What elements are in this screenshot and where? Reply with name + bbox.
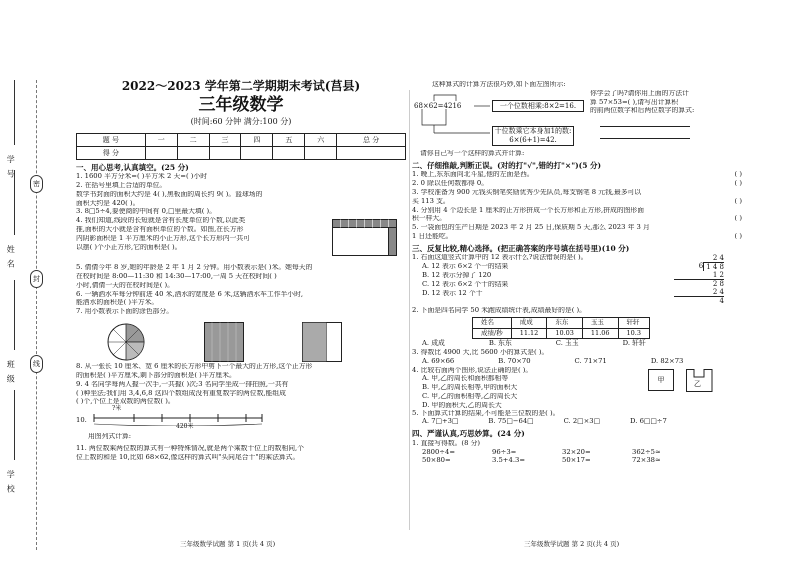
score-cell[interactable] [337, 146, 406, 159]
method-intro: 这种算式的计算方法很巧妙,如下面左图所示: [432, 81, 566, 88]
division-step: 1 2 [674, 271, 724, 280]
division-step: 2 4 [674, 288, 724, 297]
tens-rule-box [492, 126, 574, 146]
judge-answer[interactable]: ( ) [734, 232, 742, 240]
table-cell: 11.12 [511, 328, 547, 338]
judge-row [412, 197, 742, 206]
page-2-footer: 三年级数学试题 第 2 页(共 4 页) [524, 540, 620, 548]
choice-option: D. 轩轩 [622, 339, 646, 348]
right-page [412, 80, 742, 465]
ones-rule-box: 一个位数相乘:8×2=16. [492, 100, 584, 112]
score-cell[interactable] [145, 146, 177, 159]
score-table [76, 133, 406, 160]
calc-item: 2800÷4= [422, 447, 456, 456]
question-2-line: 数学书封面的面积大约是 4( ),黑板面的周长约 9( )。篮球场的 [76, 190, 263, 198]
calc-instruction: 1. 直接写得数。(8 分) [412, 439, 481, 447]
partly-shaded-square-figure [302, 322, 342, 362]
practice-line: 的前两位数字和后两位数字的算式: [590, 107, 695, 115]
question-8-line: 的面积是( )平方厘米,剩下部分的面积是( )平方厘米。 [76, 371, 236, 379]
judge-row [412, 179, 742, 188]
subject-title: 三年级数学 [198, 94, 284, 115]
score-header-cell: 五 [273, 133, 305, 146]
score-cell[interactable] [177, 146, 209, 159]
exam-title: 2022～2023 学年第二学期期末考试(莒县) [121, 79, 361, 93]
score-cell[interactable] [241, 146, 273, 159]
score-cell[interactable] [305, 146, 337, 159]
section-4-heading: 四、严谨认真,巧思妙算。(24 分) [412, 429, 525, 439]
page-divider [409, 90, 410, 530]
score-header-cell: 六 [305, 133, 337, 146]
table-cell: 11.06 [582, 328, 618, 338]
method-diagram [412, 89, 742, 149]
division-quotient: 2 4 [712, 254, 724, 263]
judge-answer[interactable]: ( ) [734, 197, 742, 205]
section-1-heading: 一、用心思考,认真填空。(25 分) [76, 162, 189, 172]
choice-2-options [412, 340, 742, 348]
score-header-cell: 题 号 [77, 133, 146, 146]
question-4-block [76, 217, 406, 263]
calc-item: 3.5+4.3= [492, 456, 526, 465]
score-header-cell: 总 分 [337, 133, 406, 146]
table-header: 玉玉 [582, 318, 618, 328]
judge-answer[interactable]: ( ) [734, 215, 742, 223]
method-calc: 68×62=4216 [414, 101, 462, 110]
answer-blank[interactable] [600, 115, 690, 127]
choice-option: A. 7□+3□ [422, 417, 459, 426]
question-11-line: 11. 两位数乘两位数的算式有一种特殊情况,就是两个乘数十位上的数相同,个 [76, 444, 304, 452]
choice-2: 2. 下面是四名同学 50 米跑成绩统计表,成绩最好的是( )。 [412, 307, 586, 315]
seal-feng: 封 [30, 270, 43, 288]
question-4-line: 内阴影面积是 1 平方厘米的小正方形,这个长方形内一共可 [76, 234, 250, 242]
question-5-line: 在校时间是 8:00—11:30 和 14:30—17:00,一周 5 天在校时间( ) [76, 273, 277, 281]
table-cell: 10.03 [547, 328, 583, 338]
school-blank [14, 390, 15, 460]
segment-top-label: ?米 [112, 405, 122, 413]
score-cell[interactable] [273, 146, 305, 159]
practice-line: 你学会了吗?请你用上面的方法计 [590, 89, 689, 97]
seal-xian: 线 [30, 355, 43, 373]
id-label: 学 号 [6, 155, 16, 180]
tens-rule-line: 十位数乘它本身加1的数: [494, 126, 572, 135]
question-6-line: 6. 一辆洒水车每分钟前进 40 米,洒水的宽度是 6 米,这辆洒水车工作半小时, [76, 290, 304, 298]
question-1: 1. 1600 平方分米=( )平方米 2 天=( )小时 [76, 173, 208, 181]
figure-yi-label: 乙 [694, 379, 701, 388]
page-1-footer: 三年级数学试题 第 1 页(共 4 页) [180, 540, 276, 548]
question-7-figures [76, 318, 406, 362]
choice-option: B. 12 表示分掉了 120 [422, 272, 492, 279]
score-header-cell: 三 [209, 133, 241, 146]
table-header: 东东 [547, 318, 583, 328]
calc-row [412, 449, 742, 457]
section-3-heading: 三、反复比较,精心选择。(把正确答案的序号填在括号里)(10 分) [412, 243, 630, 253]
judge-3-line: 买 113 支。 [412, 197, 450, 205]
question-4-line: 推,面积的大小就是含有面积单位的个数。如图,在长方形 [76, 226, 244, 234]
table-header: 成成 [511, 318, 547, 328]
question-5-line: 5. 倩倩今年 8 岁,她的年龄是 2 年 1 月 2 分钟。用小数表示是( )米。她每天的 [76, 264, 313, 272]
calc-item: 50×80= [422, 456, 451, 465]
choice-3-options [412, 358, 742, 366]
seal-line [36, 80, 37, 550]
judge-answer[interactable]: ( ) [734, 171, 742, 179]
method-practice [590, 89, 742, 139]
division-divisor: 6 [698, 262, 704, 271]
judge-row [412, 214, 742, 223]
choice-5: 5. 下面算式计算的结果,不可能是三位数的是( )。 [412, 409, 560, 417]
question-11-line: 位上数的和是 10,比如 68×62,像这样的算式叫"头同尾合十"的乘法算式。 [76, 453, 300, 461]
division-row [674, 262, 724, 271]
choice-option: A. 成成 [422, 339, 445, 348]
question-2: 2. 在括号里填上合适的单位。 [76, 181, 167, 189]
division-dividend: 1 4 8 [703, 262, 724, 271]
question-9-line: 9. 4 名同学每两人握一次手,一共握( )次;3 名同学坐成一排拍照,一共有 [76, 380, 289, 388]
judge-5-line: 1 日还能吃。 [412, 232, 453, 240]
figure-jia: 甲 [648, 369, 674, 391]
run-score-table [472, 317, 650, 339]
division-remainder: 4 [719, 297, 724, 306]
question-10-block [76, 406, 406, 432]
choice-option: B. 75□−64□ [488, 417, 534, 426]
choice-5-options [412, 418, 742, 426]
judge-1: 1. 晚上,东东面向北斗星,他的左面是西。 [412, 171, 534, 179]
long-division [674, 254, 724, 305]
choice-option: C. 甲,乙的面积相等,乙的周长大 [422, 393, 518, 400]
choice-option: C. 12 表示 6×2 个十的结果 [422, 280, 509, 288]
judge-3-line: 3. 学校准备为 900 元钱买钢笔奖励优秀少先队员,每支钢笔 8 元钱,最多可以 [412, 188, 642, 196]
choice-option: C. 71×71 [574, 356, 607, 365]
judge-4-line: 4. 分别用 4 个边长是 1 厘米的正方形拼成一个长方形和正方形,拼成的图形面 [412, 206, 645, 214]
choice-option: D. 甲的面积大,乙的周长大 [422, 401, 502, 409]
choice-option: B. 甲,乙的周长相等,甲的面积大 [422, 384, 518, 392]
choice-option: A. 甲,乙的周长和面积都相等 [422, 375, 509, 383]
choice-3: 3. 得数比 4900 大,比 5600 小的算式是( )。 [412, 348, 549, 356]
division-step: 2 8 [712, 280, 724, 289]
question-10-formula: 用图列式计算: [88, 433, 132, 441]
choice-option: A. 69×66 [422, 356, 455, 365]
question-5-line: 小时,倩倩一天的在校时间是( )。 [76, 281, 174, 289]
choice-option: D. 6□□÷7 [630, 417, 667, 426]
choice-option: B. 东东 [488, 339, 512, 348]
judge-answer[interactable]: ( ) [734, 180, 742, 188]
score-header-cell: 二 [177, 133, 209, 146]
choice-option: C. 2□×3□ [563, 417, 601, 426]
time-score-info: (时间:60 分钟 满分:100 分) [190, 117, 292, 127]
question-8-line: 8. 从一张长 10 厘米、宽 6 厘米的长方形中剪下一个最大的正方形,这个正方形 [76, 363, 313, 371]
segment-bottom-label: 420米 [176, 423, 194, 431]
question-6-line: 能洒水的面积是( )平方米。 [76, 299, 159, 307]
question-9-line: ( )种坐法;我们用 3,4,6,8 这四个数组成没有重复数字的两位数,能组成 [76, 389, 286, 397]
calc-item: 72×38≈ [632, 456, 661, 465]
id-blank [14, 80, 15, 145]
judge-4-line: 积一样大。 [412, 215, 446, 223]
question-3: 3. 8□5÷4,要使商的中间有 0,□里最大填( )。 [76, 208, 216, 216]
choice-option: B. 70×70 [498, 356, 531, 365]
practice-line: 算 57×53=( ),请写出计算积 [590, 98, 679, 106]
left-page [76, 80, 406, 462]
question-4-line: 4. 我们知道,线段的长短就是含有长度单位的个数,以此类 [76, 217, 246, 225]
answer-blank[interactable] [600, 127, 690, 139]
choice-option: C. 玉玉 [555, 339, 579, 348]
score-header-cell: 四 [241, 133, 273, 146]
choice-4-block [412, 367, 742, 409]
table-header: 轩轩 [618, 318, 649, 328]
choice-1: 1. 右面这道竖式计算中的 12 表示什么?说法错误的是( )。 [412, 254, 588, 262]
table-cell: 10.3 [618, 328, 649, 338]
pie-figure [106, 322, 146, 362]
seal-mi: 密 [30, 175, 43, 193]
question-9-line: ( )个,个位上是双数的两位数( )。 [76, 398, 175, 406]
binding-margin [0, 80, 62, 550]
section-2-heading: 二、仔细推敲,判断正误。(对的打"√",错的打"×")(5 分) [412, 160, 602, 170]
calc-item: 50×17= [562, 456, 591, 465]
choice-option: D. 12 表示 12 个十 [422, 289, 483, 297]
question-4-line: 以摆( )个小正方形,它的面积是( )。 [76, 243, 182, 251]
question-2-line: 面积大约是 420( )。 [76, 199, 140, 207]
calc-item: 96÷3= [492, 447, 517, 456]
name-label: 姓 名 [6, 245, 16, 270]
judge-row [412, 170, 742, 179]
own-example-prompt: 请你自己写一个这样的算式并计算: [420, 149, 525, 157]
figure-yi-shape [686, 369, 716, 393]
judge-2: 2. 0 除以任何数都得 0。 [412, 180, 488, 188]
calc-row [412, 457, 742, 465]
score-header-cell: 一 [145, 133, 177, 146]
table-row-label: 成绩/秒 [473, 328, 512, 338]
question-7: 7. 用小数表示下面的涂色部分。 [76, 308, 174, 316]
choice-4: 4. 比较右面两个图形,说法正确的是( )。 [412, 366, 533, 374]
tens-rule-line: 6×(6+1)=42. [509, 135, 557, 144]
judge-5-line: 5. 一袋面包的生产日期是 2023 年 2 月 25 日,保质期 5 天,那么 2023 年 3 月 [412, 224, 650, 232]
calc-item: 32×20= [562, 447, 591, 456]
shaded-square-figure [204, 322, 244, 362]
question-10-number: 10. [76, 417, 87, 425]
choice-1-block [412, 254, 742, 306]
score-cell[interactable] [209, 146, 241, 159]
class-label: 班 级 [6, 360, 16, 385]
score-row-label: 得 分 [77, 146, 146, 159]
judge-row [412, 232, 742, 241]
rectangle-grid-figure [332, 219, 398, 257]
choice-option: D. 82×73 [650, 356, 684, 365]
calc-item: 362÷5≈ [632, 447, 661, 456]
table-header: 姓名 [473, 318, 512, 328]
school-label: 学 校 [6, 470, 16, 495]
class-blank [14, 280, 15, 350]
choice-option: A. 12 表示 6×2 个一的结果 [422, 263, 509, 271]
